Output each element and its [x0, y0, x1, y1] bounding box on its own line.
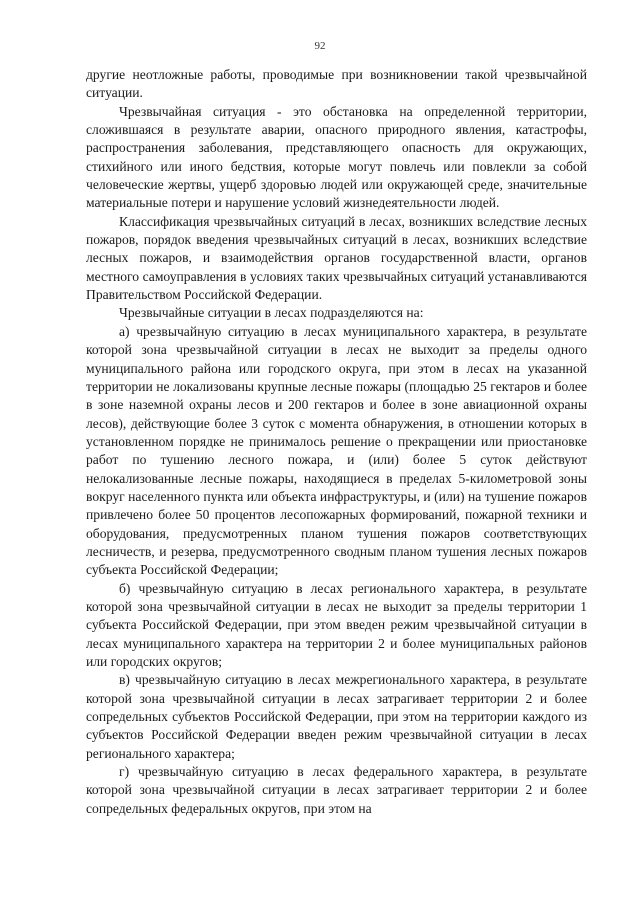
paragraph-8: г) чрезвычайную ситуацию в лесах федерального характера, в результате которой зона чрезвычайной ситуации в лесах затрагивает территории 2 и более сопредельных федеральных округов, при этом на — [86, 764, 587, 816]
paragraph-7: в) чрезвычайную ситуацию в лесах межрегионального характера, в результате которой зона чрезвычайной ситуации в лесах затрагивает территории 2 и более сопредельных субъектов Российской Федерации, при этом на территории каждого из субъектов Российской Федерации введен режим чрезвычайной ситуации в лесах регионального характера; — [86, 672, 587, 761]
body-text — [86, 66, 587, 818]
paragraph-6: б) чрезвычайную ситуацию в лесах регионального характера, в результате которой зона чрезвычайной ситуации в лесах не выходит за пределы территории 1 субъекта Российской Федерации, при этом введен режим чрезвычайной ситуации в лесах муниципального характера на территории 2 и более муниципальных районов или городских округов; — [86, 580, 587, 669]
paragraph-4: Чрезвычайные ситуации в лесах подразделяются на: — [119, 305, 424, 321]
paragraph-1: другие неотложные работы, проводимые при возникновении такой чрезвычайной ситуации. — [86, 67, 587, 101]
paragraph-2: Чрезвычайная ситуация - это обстановка на определенной территории, сложившаяся в результате аварии, опасного природного явления, катастрофы, распространения заболевания, представляющего опасность для окружающих, стихийного или иного бедствия, которые могут повлечь или повлекли за собой человеческие жертвы, ущерб здоровью людей или окружающей среде, значительные материальные потери и нарушение условий жизнедеятельности людей. — [86, 103, 587, 211]
paragraph-3: Классификация чрезвычайных ситуаций в лесах, возникших вследствие лесных пожаров, порядок введения чрезвычайных ситуаций в лесах, возникших вследствие лесных пожаров, и взаимодействия органов государственной власти, органов местного самоуправления в условиях таких чрезвычайных ситуаций устанавливаются Правительством Российской Федерации. — [86, 213, 587, 303]
paragraph-5: а) чрезвычайную ситуацию в лесах муниципального характера, в результате которой зона чрезвычайной ситуации в лесах не выходит за пределы одного муниципального района или городского округа, при этом в лесах на указанной территории не локализованы крупные лесные пожары (площадью 25 гектаров и более в зоне наземной охраны лесов и 200 гектаров и более в зоне авиационной охраны лесов), действующие более 3 суток с момента обнаружения, в отношении которых в установленном порядке не принималось решение о прекращении или приостановке работ по тушению лесного пожара, и (или) более 5 суток действуют нелокализованные лесные пожары, находящиеся в пределах 5-километровой зоны вокруг населенного пункта или объекта инфраструктуры, и (или) на тушение пожаров привлечено более 50 процентов лесопожарных формирований, пожарной техники и оборудования, предусмотренных планом тушения пожаров соответствующих лесничеств, и резерва, предусмотренного сводным планом тушения лесных пожаров субъекта Российской Федерации; — [86, 323, 587, 578]
page-number: 92 — [314, 40, 326, 52]
